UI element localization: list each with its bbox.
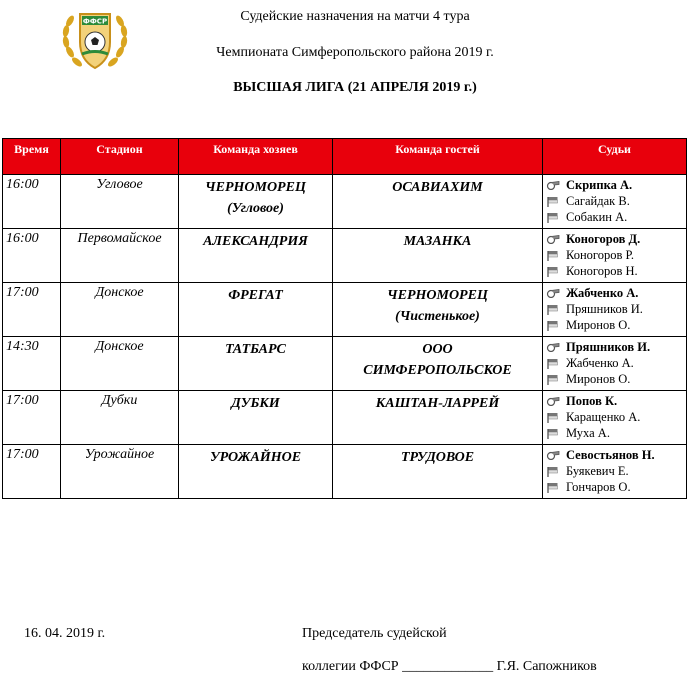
away-team-name: ЧЕРНОМОРЕЦ: [387, 288, 488, 303]
assistant-referee: [546, 371, 683, 387]
match-time: 16:00: [3, 175, 61, 229]
whistle-icon: [546, 395, 566, 407]
match-time: 16:00: [3, 229, 61, 283]
col-header-time: Время: [3, 139, 61, 175]
whistle-icon: [546, 179, 566, 191]
flag-icon: [546, 195, 566, 207]
away-team: [333, 337, 543, 391]
flag-icon: [546, 319, 566, 331]
col-header-home-team: Команда хозяев: [179, 139, 333, 175]
away-team: [333, 283, 543, 337]
match-time: 17:00: [3, 283, 61, 337]
table-row: [3, 337, 687, 391]
table-row: [3, 445, 687, 499]
referees-cell: [543, 283, 687, 337]
assistant-referee: [546, 317, 683, 333]
assistant-referee: [546, 479, 683, 495]
flag-icon: [546, 411, 566, 423]
flag-icon: [546, 357, 566, 369]
referee-name: Пряшников И.: [566, 339, 651, 354]
stadium-name: Дубки: [61, 391, 179, 445]
flag-icon: [546, 265, 566, 277]
referee-name: Жабченко А.: [566, 285, 639, 300]
flag-icon: [546, 211, 566, 223]
away-team-name: ОСАВИАХИМ: [392, 180, 483, 195]
col-header-away-team: Команда гостей: [333, 139, 543, 175]
referee-name: Сагайдак В.: [566, 193, 630, 208]
away-team: [333, 445, 543, 499]
home-team: [179, 391, 333, 445]
flag-icon: [546, 465, 566, 477]
referee-name: Пряшников И.: [566, 301, 643, 316]
col-header-stadium: Стадион: [61, 139, 179, 175]
referees-cell: [543, 391, 687, 445]
referee-name: Каращенко А.: [566, 409, 641, 424]
referee-name: Миронов О.: [566, 317, 631, 332]
svg-text:ФФСР: ФФСР: [82, 17, 108, 26]
away-team-name: КАШТАН-ЛАРРЕЙ: [375, 396, 500, 411]
main-referee: [546, 447, 683, 463]
table-row: [3, 391, 687, 445]
referee-name: Коногоров Р.: [566, 247, 635, 262]
home-team-name: ЧЕРНОМОРЕЦ: [205, 180, 306, 195]
whistle-icon: [546, 449, 566, 461]
referee-name: Попов К.: [566, 393, 618, 408]
col-header-referees: Судьи: [543, 139, 687, 175]
table-row: [3, 283, 687, 337]
home-team-name: ФРЕГАТ: [228, 288, 283, 303]
referee-name: Буякевич Е.: [566, 463, 629, 478]
main-referee: [546, 285, 683, 301]
ffsr-logo: [58, 2, 132, 76]
league-title: ВЫСШАЯ ЛИГА (21 АПРЕЛЯ 2019 г.): [233, 80, 477, 95]
assistant-referee: [546, 263, 683, 279]
title-line-2: Чемпионата Симферопольского района 2019 г.: [216, 45, 494, 60]
home-team: [179, 445, 333, 499]
away-team-name: МАЗАНКА: [403, 234, 472, 249]
away-team-location: СИМФЕРОПОЛЬСКОЕ: [363, 363, 512, 378]
whistle-icon: [546, 341, 566, 353]
assistant-referee: [546, 301, 683, 317]
referee-name: Скрипка А.: [566, 177, 633, 192]
assistant-referee: [546, 209, 683, 225]
assistant-referee: [546, 247, 683, 263]
match-time: 14:30: [3, 337, 61, 391]
flag-icon: [546, 481, 566, 493]
title-line-1: Судейские назначения на матчи 4 тура: [240, 9, 470, 24]
home-team-name: ДУБКИ: [231, 396, 280, 411]
match-time: 17:00: [3, 391, 61, 445]
flag-icon: [546, 427, 566, 439]
assistant-referee: [546, 425, 683, 441]
home-team-name: ТАТБАРС: [225, 342, 286, 357]
signatory-line: коллегии ФФСР _____________ Г.Я. Сапожников: [302, 659, 597, 674]
table-header-row: [3, 139, 687, 175]
table-row: [3, 229, 687, 283]
signatory-title: Председатель судейской: [302, 626, 447, 641]
referee-name: Севостьянов Н.: [566, 447, 655, 462]
signature-date: 16. 04. 2019 г.: [24, 626, 106, 641]
home-team-name: АЛЕКСАНДРИЯ: [203, 234, 308, 249]
flag-icon: [546, 373, 566, 385]
stadium-name: Донское: [61, 283, 179, 337]
stadium-name: Первомайское: [61, 229, 179, 283]
referees-cell: [543, 229, 687, 283]
referee-name: Собакин А.: [566, 209, 628, 224]
main-referee: [546, 339, 683, 355]
home-team: [179, 229, 333, 283]
assistant-referee: [546, 409, 683, 425]
whistle-icon: [546, 233, 566, 245]
main-referee: [546, 231, 683, 247]
home-team: [179, 337, 333, 391]
referees-cell: [543, 445, 687, 499]
table-row: [3, 175, 687, 229]
referee-name: Коногоров Н.: [566, 263, 638, 278]
stadium-name: Урожайное: [61, 445, 179, 499]
whistle-icon: [546, 287, 566, 299]
assistant-referee: [546, 463, 683, 479]
referee-name: Гончаров О.: [566, 479, 631, 494]
assistant-referee: [546, 355, 683, 371]
home-team: [179, 283, 333, 337]
referee-name: Коногоров Д.: [566, 231, 641, 246]
referee-name: Жабченко А.: [566, 355, 634, 370]
flag-icon: [546, 249, 566, 261]
away-team: [333, 175, 543, 229]
stadium-name: Донское: [61, 337, 179, 391]
away-team: [333, 229, 543, 283]
referee-name: Муха А.: [566, 425, 610, 440]
assistant-referee: [546, 193, 683, 209]
away-team: [333, 391, 543, 445]
assignments-table: [2, 138, 687, 499]
flag-icon: [546, 303, 566, 315]
home-team: [179, 175, 333, 229]
main-referee: [546, 393, 683, 409]
referee-name: Миронов О.: [566, 371, 631, 386]
stadium-name: Угловое: [61, 175, 179, 229]
home-team-location: (Угловое): [227, 201, 284, 216]
main-referee: [546, 177, 683, 193]
referees-cell: [543, 175, 687, 229]
match-time: 17:00: [3, 445, 61, 499]
away-team-name: ТРУДОВОЕ: [400, 450, 475, 465]
home-team-name: УРОЖАЙНОЕ: [209, 450, 302, 465]
away-team-location: (Чистенькое): [395, 309, 480, 324]
away-team-name: ООО: [422, 342, 453, 357]
referees-cell: [543, 337, 687, 391]
